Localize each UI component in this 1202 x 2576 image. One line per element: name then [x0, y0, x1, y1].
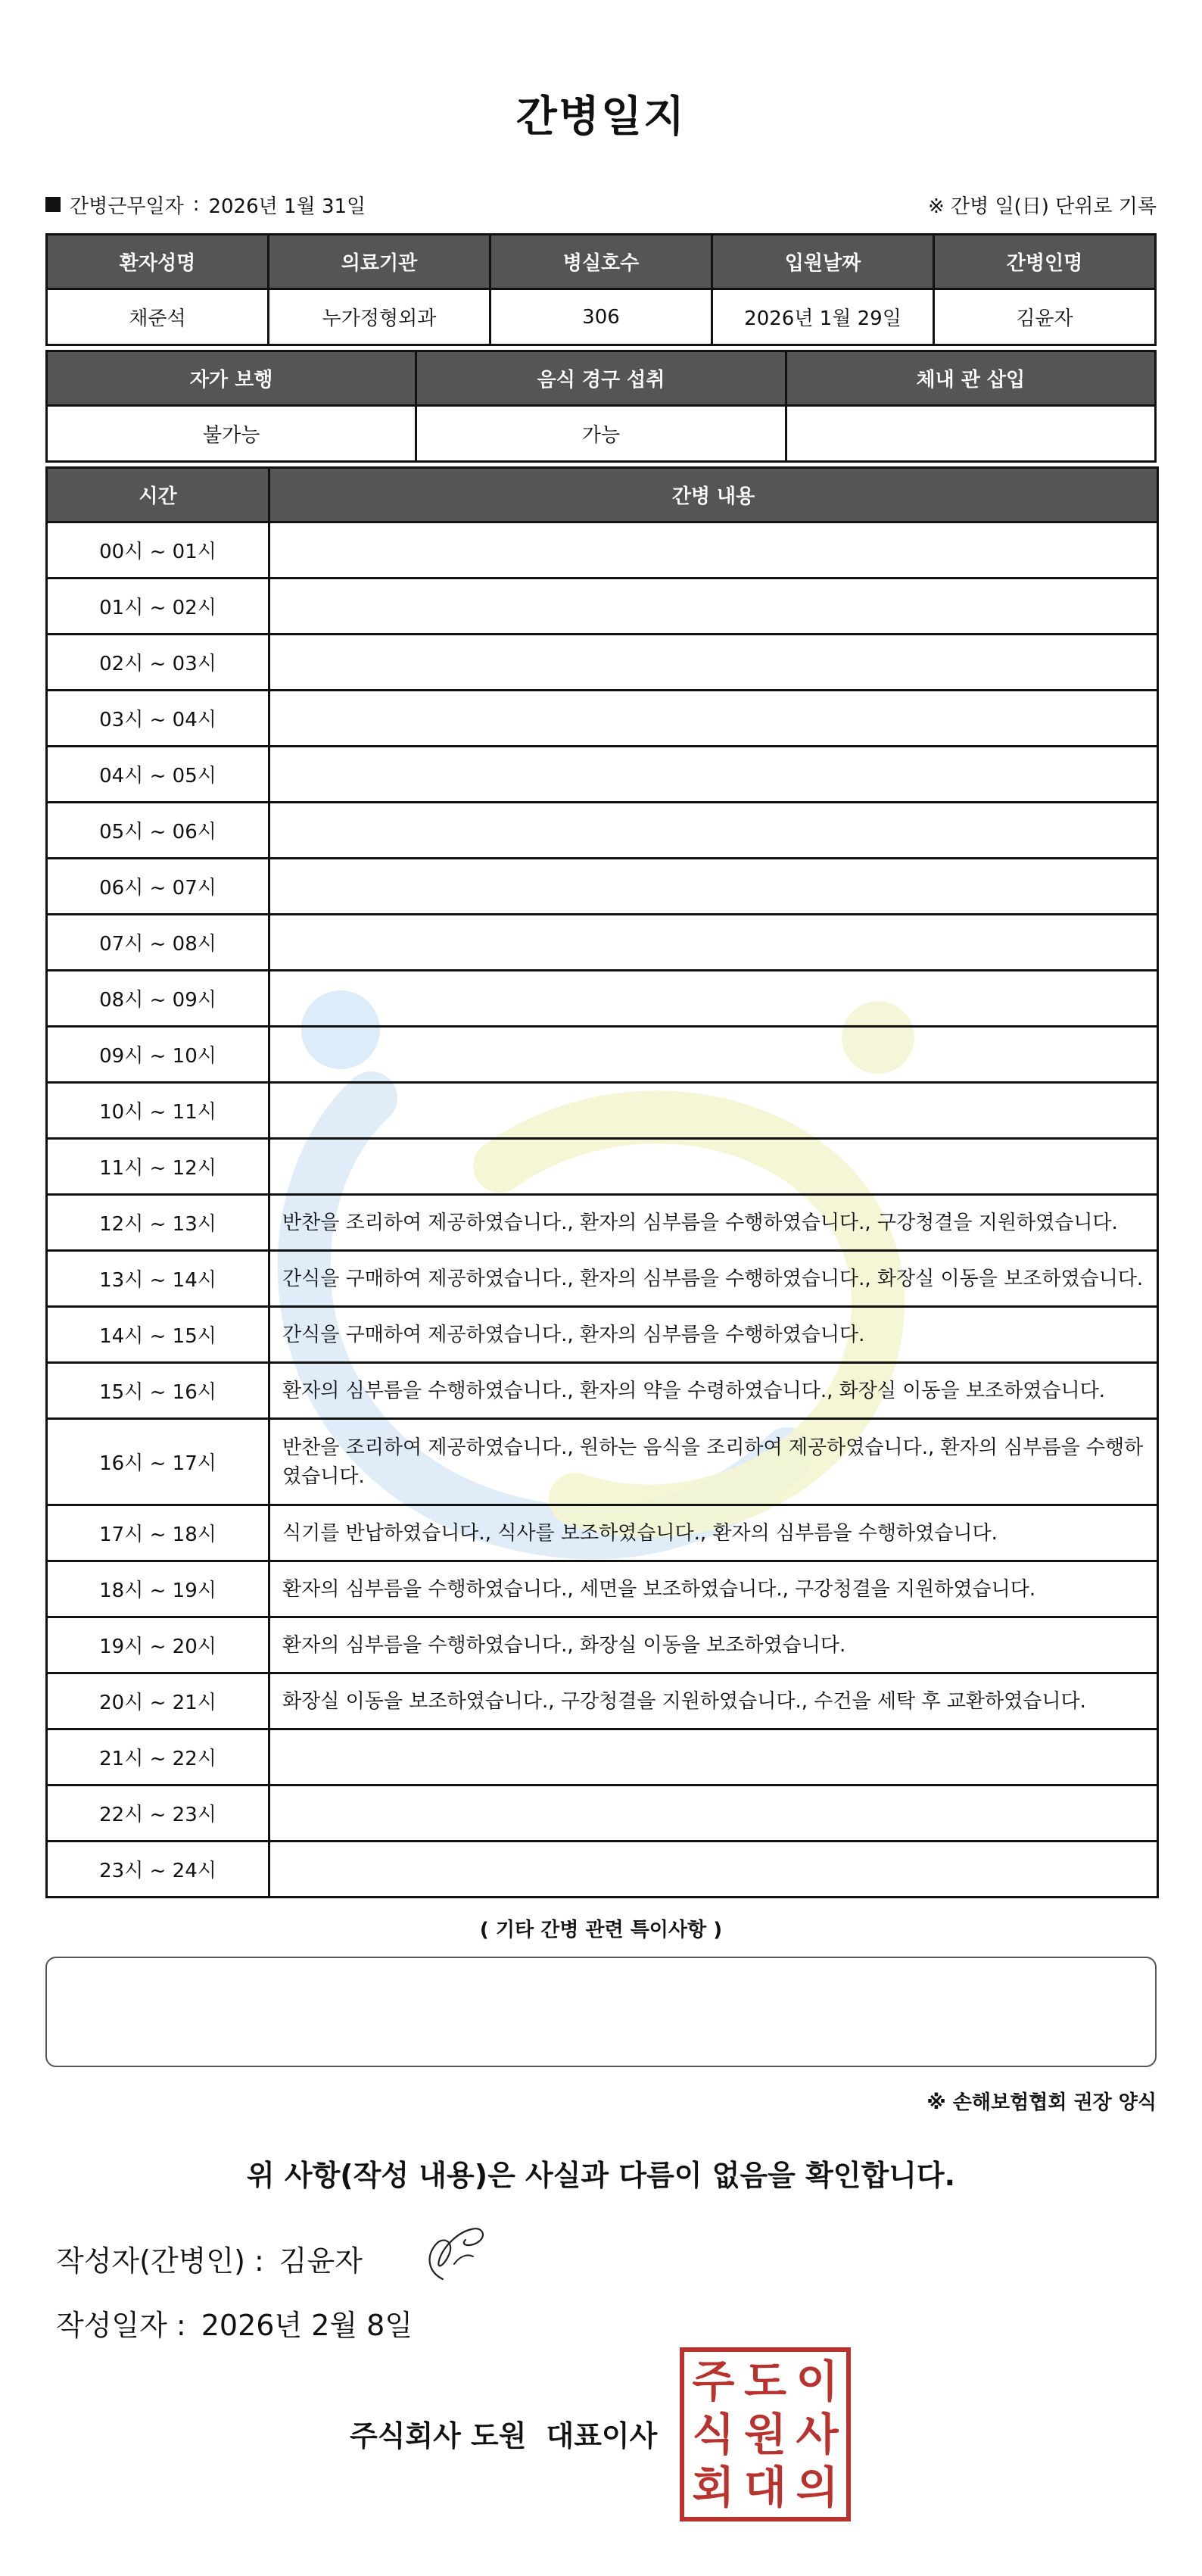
header-tube-insertion: 체내 관 삽입	[786, 351, 1155, 406]
table-row	[47, 1785, 1158, 1842]
table-row	[47, 1729, 1158, 1785]
table-row	[47, 1842, 1158, 1898]
content-cell	[269, 635, 1158, 691]
content-cell: 환자의 심부름을 수행하였습니다., 환자의 약을 수령하였습니다., 화장실 이동을 보조하였습니다.	[269, 1363, 1158, 1419]
oral-intake-value: 가능	[416, 406, 786, 462]
time-cell: 13시 ~ 14시	[47, 1251, 269, 1307]
special-notes-title: ( 기타 간병 관련 특이사항 )	[479, 1919, 723, 1941]
content-cell: 환자의 심부름을 수행하였습니다., 화장실 이동을 보조하였습니다.	[269, 1617, 1158, 1673]
header-time: 시간	[47, 468, 269, 522]
content-cell: 반찬을 조리하여 제공하였습니다., 환자의 심부름을 수행하였습니다., 구강청결을 지원하였습니다.	[269, 1195, 1158, 1251]
seal-char: 도	[743, 2356, 786, 2407]
table-row	[47, 1027, 1158, 1083]
time-cell: 16시 ~ 17시	[47, 1419, 269, 1505]
time-cell: 06시 ~ 07시	[47, 859, 269, 915]
content-cell	[269, 1785, 1158, 1842]
time-cell: 19시 ~ 20시	[47, 1617, 269, 1673]
written-date-label: 작성일자 :	[56, 2309, 186, 2342]
admission-date: 2026년 1월 29일	[712, 289, 934, 345]
header-self-walking: 자가 보행	[47, 351, 416, 406]
time-cell: 18시 ~ 19시	[47, 1561, 269, 1617]
table-row	[47, 579, 1158, 635]
table-row	[47, 1195, 1158, 1251]
square-bullet-icon	[45, 197, 61, 212]
meta-row	[45, 189, 1157, 220]
content-cell	[269, 691, 1158, 747]
content-cell	[269, 915, 1158, 971]
content-cell	[269, 1139, 1158, 1195]
work-date-value: 2026년 1월 31일	[208, 195, 366, 218]
seal-char: 원	[743, 2409, 786, 2460]
confirmation-statement: 위 사항(작성 내용)은 사실과 다름이 없음을 확인합니다.	[246, 2159, 956, 2192]
company-line	[350, 2412, 657, 2454]
work-date-separator: :	[192, 193, 200, 216]
header-admission-date: 입원날짜	[712, 235, 934, 289]
table-row	[47, 859, 1158, 915]
content-cell	[269, 1027, 1158, 1083]
care-log-header-row	[47, 468, 1158, 522]
table-row	[47, 971, 1158, 1027]
table-row	[47, 915, 1158, 971]
content-cell	[269, 579, 1158, 635]
time-cell: 08시 ~ 09시	[47, 971, 269, 1027]
time-cell: 14시 ~ 15시	[47, 1307, 269, 1363]
time-cell: 17시 ~ 18시	[47, 1505, 269, 1561]
company-name: 주식회사 도원	[350, 2419, 527, 2453]
patient-status-value-row	[47, 406, 1156, 462]
table-row	[47, 1505, 1158, 1561]
patient-name: 채준석	[47, 289, 269, 345]
patient-status-table	[45, 350, 1157, 463]
seal-char: 식	[692, 2409, 735, 2460]
patient-info-header-row	[47, 235, 1156, 289]
header-care-content: 간병 내용	[269, 468, 1158, 522]
seal-char: 이	[796, 2356, 839, 2407]
table-row	[47, 1083, 1158, 1139]
work-date-label: 간병근무일자	[70, 195, 184, 218]
time-cell: 00시 ~ 01시	[47, 522, 269, 579]
seal-char: 주	[692, 2356, 735, 2407]
tube-insertion-value	[786, 406, 1155, 462]
time-cell: 22시 ~ 23시	[47, 1785, 269, 1842]
content-cell	[269, 1083, 1158, 1139]
content-cell	[269, 971, 1158, 1027]
table-row	[47, 1251, 1158, 1307]
time-cell: 11시 ~ 12시	[47, 1139, 269, 1195]
time-cell: 23시 ~ 24시	[47, 1842, 269, 1898]
table-row	[47, 1307, 1158, 1363]
work-date	[45, 191, 366, 219]
writer-label: 작성자(간병인) :	[56, 2244, 264, 2278]
header-oral-intake: 음식 경구 섭취	[416, 351, 786, 406]
writer-line	[56, 2238, 363, 2279]
special-notes-box	[45, 1957, 1157, 2067]
table-row	[47, 1363, 1158, 1419]
content-cell: 간식을 구매하여 제공하였습니다., 환자의 심부름을 수행하였습니다.	[269, 1307, 1158, 1363]
table-row	[47, 522, 1158, 579]
seal-char: 사	[796, 2409, 839, 2460]
special-notes-text	[47, 1958, 1155, 1982]
table-row	[47, 1561, 1158, 1617]
header-room-number: 병실호수	[490, 235, 712, 289]
content-cell	[269, 522, 1158, 579]
time-cell: 02시 ~ 03시	[47, 635, 269, 691]
written-date-value: 2026년 2월 8일	[201, 2309, 413, 2342]
table-row	[47, 1419, 1158, 1505]
time-cell: 01시 ~ 02시	[47, 579, 269, 635]
seal-char: 회	[692, 2462, 735, 2513]
table-row	[47, 1673, 1158, 1729]
table-row	[47, 803, 1158, 859]
content-cell: 화장실 이동을 보조하였습니다., 구강청결을 지원하였습니다., 수건을 세탁 후 교환하였습니다.	[269, 1673, 1158, 1729]
content-cell: 간식을 구매하여 제공하였습니다., 환자의 심부름을 수행하였습니다., 화장실 이동을 보조하였습니다.	[269, 1251, 1158, 1307]
seal-char: 대	[743, 2462, 786, 2513]
content-cell	[269, 1729, 1158, 1785]
content-cell	[269, 859, 1158, 915]
time-cell: 12시 ~ 13시	[47, 1195, 269, 1251]
header-hospital: 의료기관	[269, 235, 490, 289]
page-title: 간병일지	[515, 92, 687, 142]
signature-icon	[413, 2219, 496, 2287]
company-role: 대표이사	[546, 2419, 658, 2453]
care-log-table	[45, 466, 1159, 1898]
header-patient-name: 환자성명	[47, 235, 269, 289]
table-row	[47, 1139, 1158, 1195]
patient-status-header-row	[47, 351, 1156, 406]
patient-info-table	[45, 233, 1157, 346]
content-cell	[269, 747, 1158, 803]
table-row	[47, 747, 1158, 803]
writer-name: 김윤자	[279, 2244, 363, 2278]
header-caregiver-name: 간병인명	[934, 235, 1156, 289]
recommend-note: ※ 손해보험협회 권장 양식	[926, 2091, 1157, 2114]
table-row	[47, 691, 1158, 747]
content-cell: 환자의 심부름을 수행하였습니다., 세면을 보조하였습니다., 구강청결을 지원하였습니다.	[269, 1561, 1158, 1617]
time-cell: 05시 ~ 06시	[47, 803, 269, 859]
time-cell: 20시 ~ 21시	[47, 1673, 269, 1729]
patient-info-value-row	[47, 289, 1156, 345]
table-row	[47, 635, 1158, 691]
time-cell: 07시 ~ 08시	[47, 915, 269, 971]
seal-char: 의	[796, 2462, 839, 2513]
time-cell: 10시 ~ 11시	[47, 1083, 269, 1139]
room-number: 306	[490, 289, 712, 345]
time-cell: 15시 ~ 16시	[47, 1363, 269, 1419]
content-cell: 식기를 반납하였습니다., 식사를 보조하였습니다., 환자의 심부름을 수행하였습니다.	[269, 1505, 1158, 1561]
time-cell: 21시 ~ 22시	[47, 1729, 269, 1785]
table-row	[47, 1617, 1158, 1673]
content-cell	[269, 1842, 1158, 1898]
record-unit-note: ※ 간병 일(日) 단위로 기록	[927, 195, 1157, 218]
caregiver-name: 김윤자	[934, 289, 1156, 345]
time-cell: 04시 ~ 05시	[47, 747, 269, 803]
written-date-line	[56, 2302, 413, 2344]
content-cell	[269, 803, 1158, 859]
company-seal-stamp	[680, 2347, 851, 2521]
self-walking-value: 불가능	[47, 406, 416, 462]
time-cell: 09시 ~ 10시	[47, 1027, 269, 1083]
time-cell: 03시 ~ 04시	[47, 691, 269, 747]
hospital-name: 누가정형외과	[269, 289, 490, 345]
content-cell: 반찬을 조리하여 제공하였습니다., 원하는 음식을 조리하여 제공하였습니다., 환자의 심부름을 수행하였습니다.	[269, 1419, 1158, 1505]
